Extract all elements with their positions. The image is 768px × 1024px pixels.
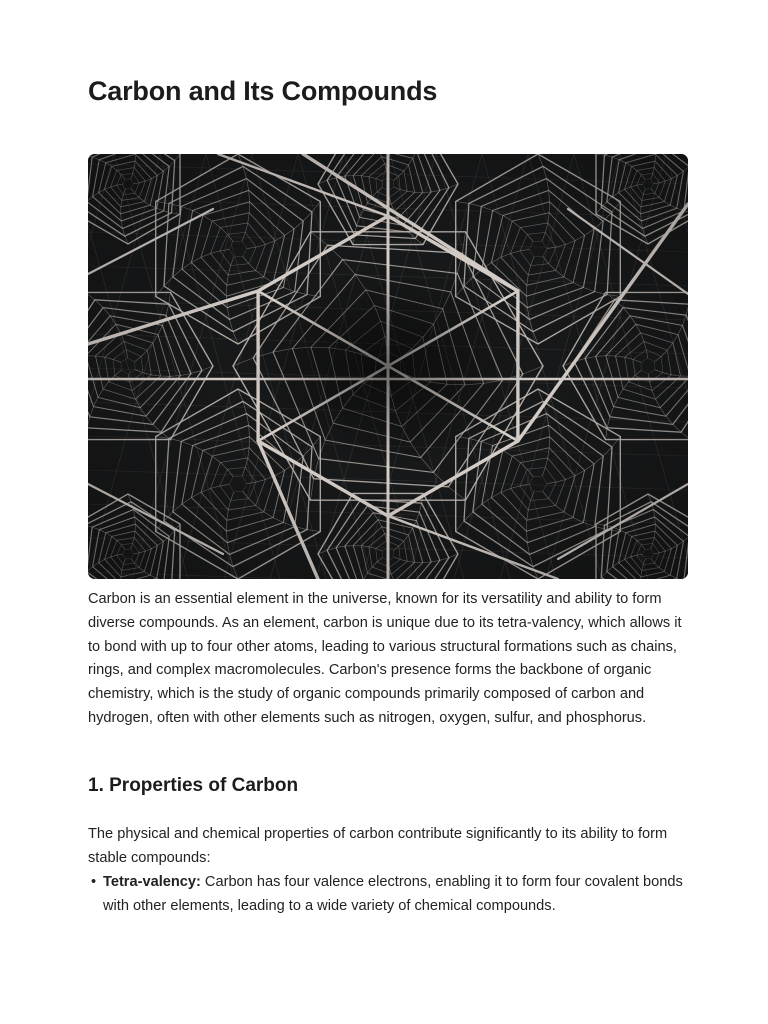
geometric-lattice-illustration xyxy=(88,154,688,579)
properties-list xyxy=(88,871,688,919)
page-title: Carbon and Its Compounds xyxy=(88,76,438,106)
bullet-text: Carbon has four valence electrons, enabling it to form four covalent bonds with other elements, leading to a wide variety of chemical compounds. xyxy=(103,874,683,914)
intro-paragraph: Carbon is an essential element in the universe, known for its versatility and ability to form diverse compounds. As an element, carbon is unique due to its tetra-valency, which allows it to bond with up to four other atoms, leading to various structural formations such as chains, rings, and complex macromolecules. Carbon's presence forms the backbone of organic chemistry, which is the study of organic compounds primarily composed of carbon and hydrogen, often with other elements such as nitrogen, oxygen, sulfur, and phosphorus. xyxy=(88,591,682,726)
hero-image xyxy=(88,154,688,579)
section-heading-properties: 1. Properties of Carbon xyxy=(88,775,299,796)
section-intro-paragraph: The physical and chemical properties of carbon contribute significantly to its ability to form stable compounds: xyxy=(88,826,668,866)
list-item xyxy=(88,871,688,919)
bullet-term: Tetra-valency: xyxy=(103,874,201,890)
bullet-marker: • xyxy=(91,874,97,890)
